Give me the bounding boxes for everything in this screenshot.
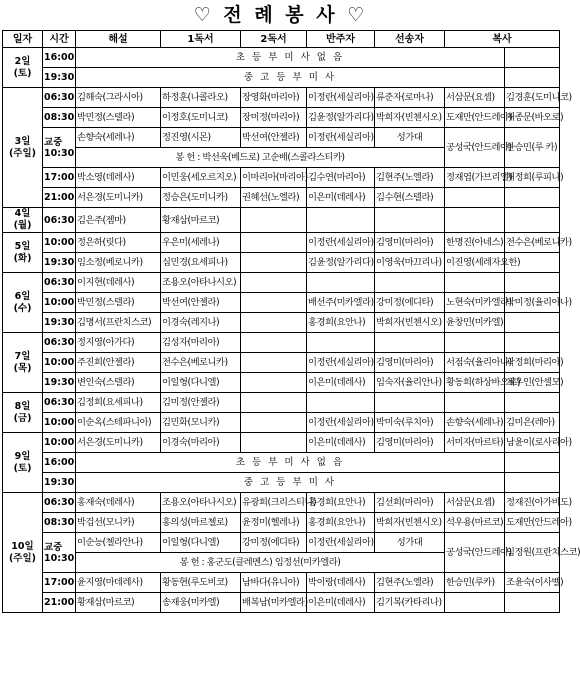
role-cell: 박선여(안젤라) <box>161 293 241 313</box>
offertory-note: 봉 헌 : 홍군도(클레멘스) 임정선(미카엘라) <box>76 553 445 573</box>
no-mass-note: 초 등 부 미 사 없 음 <box>76 453 505 473</box>
role-cell: 손향숙(세레나) <box>76 128 161 148</box>
header-cantor: 선송자 <box>375 31 445 48</box>
empty-cell <box>445 273 505 293</box>
empty-cell <box>445 593 505 613</box>
role-cell: 장미정(마리아) <box>241 108 307 128</box>
role-cell: 홍재숙(데레사) <box>76 493 161 513</box>
schedule-row <box>3 188 560 208</box>
role-cell: 배선주(미카엘라) <box>307 293 375 313</box>
role-cell: 노현숙(미카엘라) <box>445 293 505 313</box>
schedule-row <box>3 68 560 88</box>
role-cell: 채종문(바오로) <box>505 108 560 128</box>
empty-cell <box>505 393 560 413</box>
role-cell: 이정란(세실리아) <box>307 533 375 553</box>
empty-cell <box>375 273 445 293</box>
empty-cell <box>241 353 307 373</box>
role-cell: 김민화(모니카) <box>161 413 241 433</box>
schedule-row <box>3 353 560 373</box>
role-cell: 권혜선(노엘라) <box>241 188 307 208</box>
time-cell: 06:30 <box>43 208 76 233</box>
time-cell: 교중 10:30 <box>43 128 76 168</box>
schedule-row <box>3 128 560 148</box>
role-cell: 한명진(아네스) <box>445 233 505 253</box>
role-cell: 이진영(세레자요한) <box>445 253 505 273</box>
empty-cell <box>505 453 560 473</box>
date-cell: 7일 (목) <box>3 333 43 393</box>
schedule-row <box>3 413 560 433</box>
role-cell: 심민경(요세피나) <box>161 253 241 273</box>
date-cell: 8일 (금) <box>3 393 43 433</box>
role-cell: 김경훈(도미니코) <box>505 88 560 108</box>
time-cell: 10:00 <box>43 233 76 253</box>
page-title: ♡ 전 례 봉 사 ♡ <box>193 4 368 26</box>
role-cell: 성가대 <box>375 128 445 148</box>
no-mass-note: 중 고 등 부 미 사 <box>76 68 505 88</box>
role-cell: 홍경희(요안나) <box>307 513 375 533</box>
role-cell: 이정란(세실리아) <box>307 88 375 108</box>
role-cell: 서은경(도미니카) <box>76 188 161 208</box>
role-cell: 김미은(레아) <box>505 413 560 433</box>
role-cell: 이일형(다니엘) <box>161 373 241 393</box>
empty-cell <box>241 313 307 333</box>
role-cell: 정승은(도미니카) <box>161 188 241 208</box>
role-cell: 김현주(노엘라) <box>375 573 445 593</box>
role-cell: 이순능(첼라안나) <box>76 533 161 553</box>
empty-cell <box>505 48 560 68</box>
time-cell: 06:30 <box>43 273 76 293</box>
role-cell: 이정란(세실리아) <box>307 413 375 433</box>
header-reading1: 1독서 <box>161 31 241 48</box>
role-cell: 황재삼(마르코) <box>76 593 161 613</box>
role-cell: 박희자(빈첸시오) <box>375 108 445 128</box>
schedule-row <box>3 593 560 613</box>
role-cell: 김선희(마리아) <box>375 493 445 513</box>
role-cell: 김정희(요세피나) <box>76 393 161 413</box>
time-cell: 10:00 <box>43 293 76 313</box>
empty-cell <box>307 208 375 233</box>
empty-cell <box>241 413 307 433</box>
empty-cell <box>505 68 560 88</box>
role-cell: 유광희(크리스티나) <box>241 493 307 513</box>
role-cell: 박겁선(모니카) <box>76 513 161 533</box>
schedule-row <box>3 473 560 493</box>
role-cell: 윤창민(미카엘) <box>445 313 505 333</box>
role-cell: 이마리아(마리아) <box>241 168 307 188</box>
schedule-row <box>3 493 560 513</box>
role-cell: 서점숙(율리아나) <box>445 353 505 373</box>
header-organist: 반주자 <box>307 31 375 48</box>
role-cell: 장영화(마리아) <box>241 88 307 108</box>
time-cell: 10:00 <box>43 433 76 453</box>
role-cell: 박이랑(데레사) <box>307 573 375 593</box>
time-cell: 19:30 <box>43 253 76 273</box>
header-row <box>3 31 560 48</box>
empty-cell <box>241 373 307 393</box>
schedule-row <box>3 253 560 273</box>
empty-cell <box>445 393 505 413</box>
header-time: 시간 <box>43 31 76 48</box>
date-cell: 3일 (주일) <box>3 88 43 208</box>
schedule-row <box>3 513 560 533</box>
time-cell: 21:00 <box>43 593 76 613</box>
empty-cell <box>445 333 505 353</box>
role-cell: 홍경희(요안나) <box>307 493 375 513</box>
role-cell: 이경숙(마리아) <box>161 433 241 453</box>
schedule-row <box>3 373 560 393</box>
role-cell: 주진희(안젤라) <box>76 353 161 373</box>
role-cell: 강미정(에디타) <box>375 293 445 313</box>
role-cell: 하정훈(나콜라오) <box>161 88 241 108</box>
role-cell: 황동희(하상바오로) <box>445 373 505 393</box>
empty-cell <box>241 293 307 313</box>
role-cell: 이순옥(스테파니아) <box>76 413 161 433</box>
empty-cell <box>241 393 307 413</box>
empty-cell <box>241 333 307 353</box>
time-cell: 17:00 <box>43 168 76 188</box>
no-mass-note: 중 고 등 부 미 사 <box>76 473 505 493</box>
empty-cell <box>505 593 560 613</box>
schedule-row <box>3 393 560 413</box>
no-mass-note: 초 등 부 미 사 없 음 <box>76 48 505 68</box>
role-cell: 박희자(빈첸시오) <box>375 313 445 333</box>
role-cell: 도재만(안드레아) <box>505 513 560 533</box>
empty-cell <box>241 273 307 293</box>
role-cell: 이정란(세실리아) <box>307 233 375 253</box>
role-cell: 김수연(마리아) <box>307 168 375 188</box>
date-cell: 4일 (월) <box>3 208 43 233</box>
role-cell: 이은미(데레사) <box>307 188 375 208</box>
role-cell: 박희자(빈첸시오) <box>375 513 445 533</box>
role-cell: 김현주(노엘라) <box>375 168 445 188</box>
role-cell: 한승민(루 카) <box>505 128 560 168</box>
schedule-row <box>3 48 560 68</box>
schedule-row <box>3 313 560 333</box>
role-cell: 조용오(아타나시오) <box>161 273 241 293</box>
time-cell: 17:00 <box>43 573 76 593</box>
time-cell: 10:00 <box>43 413 76 433</box>
role-cell: 김영미(마리아) <box>375 433 445 453</box>
date-cell: 5일 (화) <box>3 233 43 273</box>
time-cell: 19:30 <box>43 68 76 88</box>
role-cell: 박선여(안젤라) <box>241 128 307 148</box>
empty-cell <box>445 208 505 233</box>
role-cell: 이은미(데레사) <box>307 433 375 453</box>
time-cell: 10:00 <box>43 353 76 373</box>
schedule-row <box>3 273 560 293</box>
role-cell: 서삼문(요셉) <box>445 88 505 108</box>
role-cell: 이민웅(세오르지오) <box>161 168 241 188</box>
role-cell: 배복남(미카엘라) <box>241 593 307 613</box>
empty-cell <box>307 273 375 293</box>
role-cell: 이정란(세실리아) <box>307 353 375 373</box>
role-cell: 정재진(아가비도) <box>505 493 560 513</box>
schedule-row <box>3 88 560 108</box>
role-cell: 조용오(아타나시오) <box>161 493 241 513</box>
schedule-row <box>3 453 560 473</box>
time-cell: 06:30 <box>43 333 76 353</box>
role-cell: 변인숙(스텔라) <box>76 373 161 393</box>
role-cell: 홍경희(요안나) <box>307 313 375 333</box>
role-cell: 박미정(율리아나) <box>505 293 560 313</box>
role-cell: 박미숙(루치아) <box>375 413 445 433</box>
role-cell: 남윤이(로사리아) <box>505 433 560 453</box>
role-cell: 김수현(스텔라) <box>375 188 445 208</box>
role-cell: 한승민(루카) <box>445 573 505 593</box>
time-cell: 06:30 <box>43 493 76 513</box>
role-cell: 전수은(베로니카) <box>161 353 241 373</box>
empty-cell <box>241 233 307 253</box>
empty-cell <box>505 473 560 493</box>
header-commentary: 해설 <box>76 31 161 48</box>
role-cell: 김성자(마리아) <box>161 333 241 353</box>
empty-cell <box>445 188 505 208</box>
role-cell: 박소영(데레사) <box>76 168 161 188</box>
role-cell: 이경숙(레지나) <box>161 313 241 333</box>
role-cell: 채우인(안셀모) <box>505 373 560 393</box>
empty-cell <box>375 333 445 353</box>
schedule-row <box>3 333 560 353</box>
role-cell: 정재엽(가브리엘) <box>445 168 505 188</box>
time-cell: 16:00 <box>43 453 76 473</box>
role-cell: 김영미(마리아) <box>375 353 445 373</box>
role-cell: 정지영(아가다) <box>76 333 161 353</box>
empty-cell <box>307 333 375 353</box>
role-cell: 우은미(세레나) <box>161 233 241 253</box>
time-cell: 06:30 <box>43 393 76 413</box>
time-cell: 08:30 <box>43 513 76 533</box>
header-reading2: 2독서 <box>241 31 307 48</box>
date-cell: 10일 (주일) <box>3 493 43 613</box>
role-cell: 임숙자(율리안나) <box>375 373 445 393</box>
schedule-row <box>3 533 560 553</box>
role-cell: 석우용(마르코) <box>445 513 505 533</box>
role-cell: 성가대 <box>375 533 445 553</box>
empty-cell <box>505 273 560 293</box>
empty-cell <box>505 188 560 208</box>
role-cell: 송재웅(미카엘) <box>161 593 241 613</box>
role-cell: 공성국(안드레아) <box>445 533 505 573</box>
time-cell: 19:30 <box>43 313 76 333</box>
offertory-note: 봉 헌 : 박선욱(베드로) 고순배(스콜라스티카) <box>76 148 445 168</box>
date-cell: 2일 (토) <box>3 48 43 88</box>
role-cell: 남바다(유니아) <box>241 573 307 593</box>
role-cell: 정진영(시몬) <box>161 128 241 148</box>
role-cell: 정은하(릿다) <box>76 233 161 253</box>
empty-cell <box>505 333 560 353</box>
role-cell: 이정호(도미니코) <box>161 108 241 128</box>
empty-cell <box>505 313 560 333</box>
schedule-row <box>3 208 560 233</box>
role-cell: 윤정미(헬레나) <box>241 513 307 533</box>
role-cell: 박민정(스텔라) <box>76 108 161 128</box>
schedule-row <box>3 168 560 188</box>
schedule-row <box>3 233 560 253</box>
role-cell: 이영욱(마끄리나) <box>375 253 445 273</box>
role-cell: 조윤숙(이사벨) <box>505 573 560 593</box>
schedule-row <box>3 108 560 128</box>
role-cell: 채정희(루피나) <box>505 168 560 188</box>
time-cell: 19:30 <box>43 473 76 493</box>
header-altar-server: 복사 <box>445 31 560 48</box>
role-cell: 공성국(안드레아) <box>445 128 505 168</box>
time-cell: 19:30 <box>43 373 76 393</box>
role-cell: 김기복(카타리나) <box>375 593 445 613</box>
role-cell: 강미정(에디타) <box>241 533 307 553</box>
time-cell: 교중 10:30 <box>43 533 76 573</box>
role-cell: 홍의성(마르첼로) <box>161 513 241 533</box>
header-date: 일자 <box>3 31 43 48</box>
date-cell: 6일 (수) <box>3 273 43 333</box>
role-cell: 손향숙(세레나) <box>445 413 505 433</box>
role-cell: 이지현(데레사) <box>76 273 161 293</box>
schedule-row <box>3 433 560 453</box>
empty-cell <box>241 433 307 453</box>
time-cell: 21:00 <box>43 188 76 208</box>
role-cell: 황동현(루도비코) <box>161 573 241 593</box>
role-cell: 임소정(베로니카) <box>76 253 161 273</box>
role-cell: 김은주(젬마) <box>76 208 161 233</box>
role-cell: 김윤정(알가리다) <box>307 253 375 273</box>
time-cell: 08:30 <box>43 108 76 128</box>
role-cell: 이은미(데레사) <box>307 373 375 393</box>
role-cell: 서삼문(요셉) <box>445 493 505 513</box>
role-cell: 임정원(프란치스코) <box>505 533 560 573</box>
empty-cell <box>307 393 375 413</box>
empty-cell <box>375 208 445 233</box>
time-cell: 16:00 <box>43 48 76 68</box>
role-cell: 곽정희(마리아) <box>505 353 560 373</box>
role-cell: 김영미(마리아) <box>375 233 445 253</box>
role-cell: 김명서(프란치스코) <box>76 313 161 333</box>
role-cell: 이은미(데레사) <box>307 593 375 613</box>
role-cell: 김미정(안젤라) <box>161 393 241 413</box>
schedule-table <box>2 30 580 613</box>
schedule-row <box>3 293 560 313</box>
role-cell: 이일형(다니엘) <box>161 533 241 553</box>
role-cell: 박민정(스텔라) <box>76 293 161 313</box>
role-cell: 윤지영(마데레사) <box>76 573 161 593</box>
date-cell: 9일 (토) <box>3 433 43 493</box>
empty-cell <box>241 208 307 233</box>
empty-cell <box>375 393 445 413</box>
role-cell: 도재만(안드레아) <box>445 108 505 128</box>
role-cell: 전수은(베로니카) <box>505 233 560 253</box>
role-cell: 김해숙(그라시아) <box>76 88 161 108</box>
role-cell: 김윤정(알가리다) <box>307 108 375 128</box>
empty-cell <box>241 253 307 273</box>
role-cell: 서은경(도미니카) <box>76 433 161 453</box>
role-cell: 이정란(세실리아) <box>307 128 375 148</box>
role-cell: 서미자(마르타) <box>445 433 505 453</box>
time-cell: 06:30 <box>43 88 76 108</box>
empty-cell <box>505 208 560 233</box>
role-cell: 류준자(로마나) <box>375 88 445 108</box>
schedule-row <box>3 573 560 593</box>
role-cell: 황재삼(마르코) <box>161 208 241 233</box>
